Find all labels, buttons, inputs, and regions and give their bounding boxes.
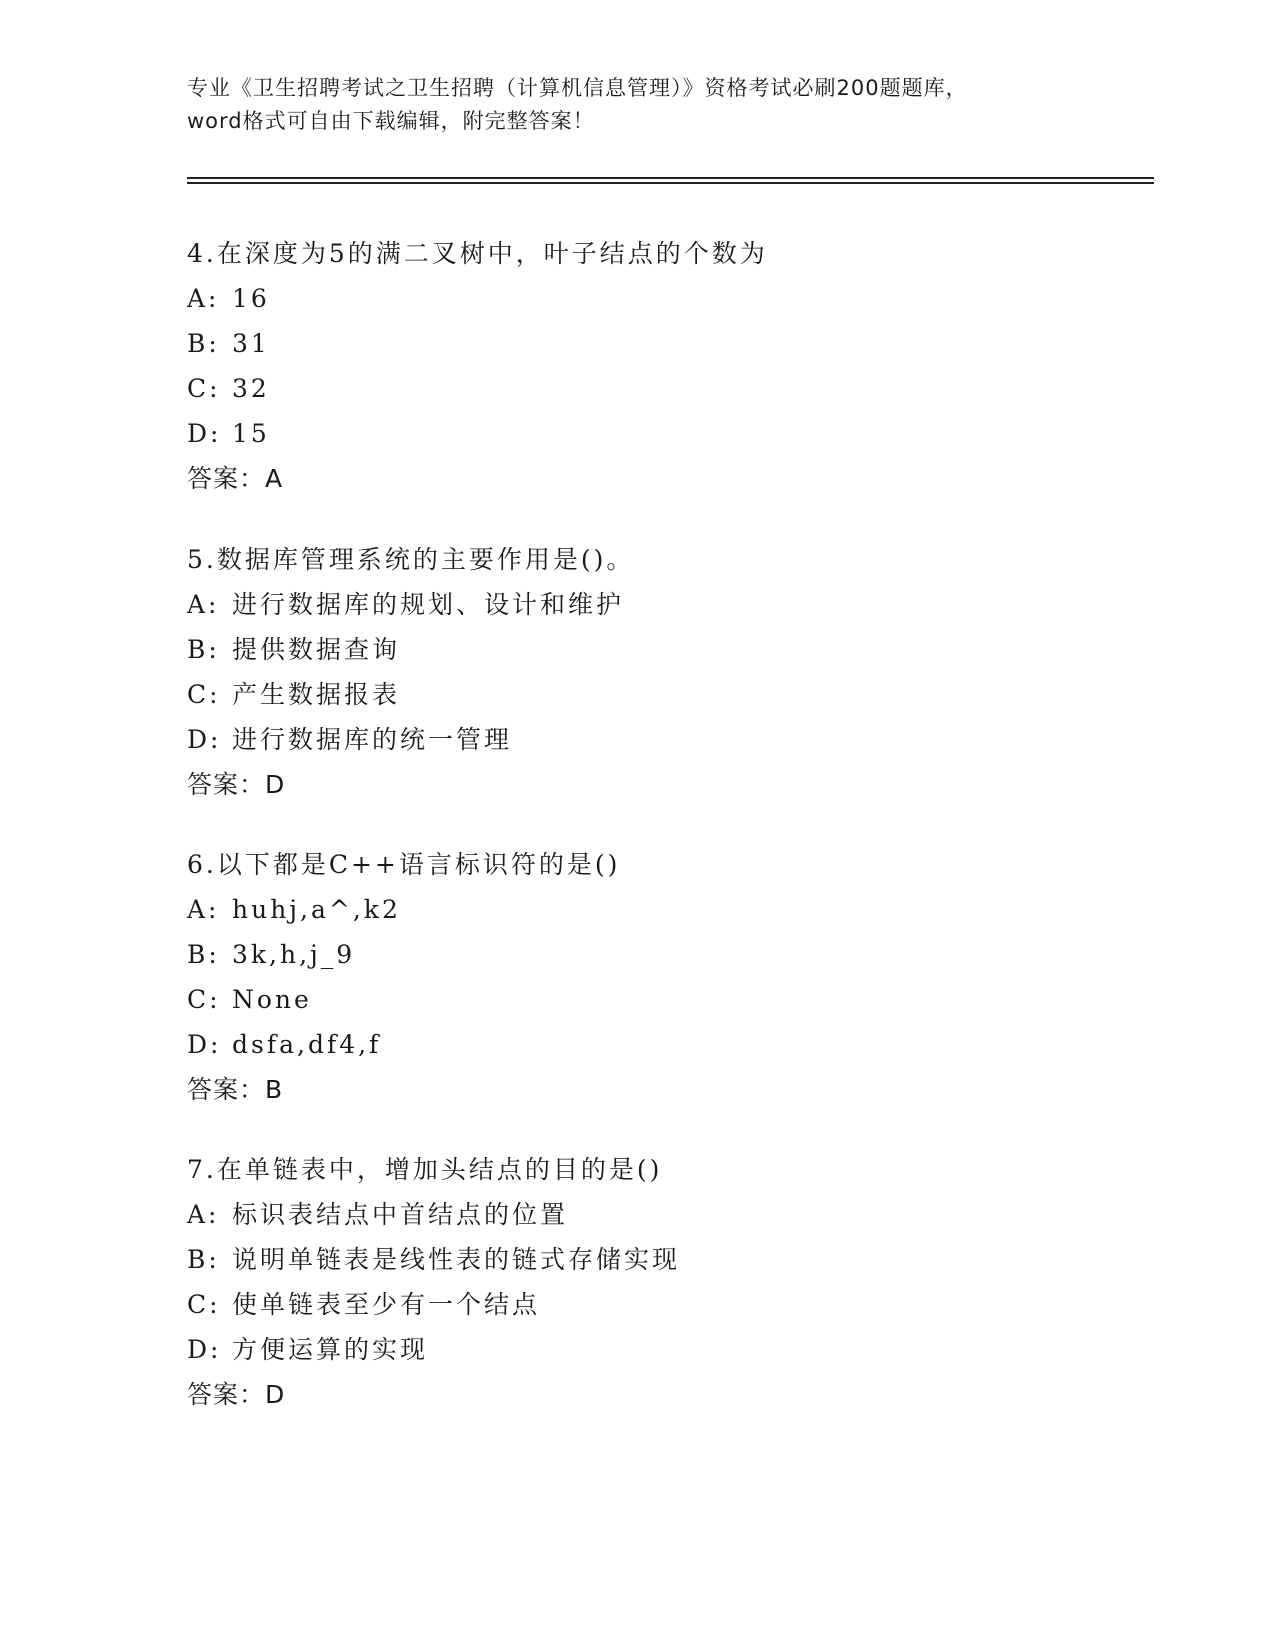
- option-text: 使单链表至少有一个结点: [232, 1290, 541, 1319]
- option-text: 说明单链表是线性表的链式存储实现: [232, 1245, 681, 1274]
- option-text: 提供数据查询: [232, 635, 401, 664]
- option-key: A:: [187, 590, 220, 619]
- option-key: B:: [187, 1245, 220, 1274]
- option-c: [187, 1282, 1147, 1327]
- option-text: 15: [232, 419, 270, 448]
- option-key: C:: [187, 1290, 221, 1319]
- option-c: [187, 366, 1147, 411]
- question-4: [187, 231, 1147, 501]
- option-key: B:: [187, 635, 220, 664]
- option-text: 32: [232, 374, 270, 403]
- option-b: [187, 1237, 1147, 1282]
- option-text: dsfa,df4,f: [232, 1030, 382, 1059]
- option-key: C:: [187, 374, 221, 403]
- option-key: D:: [187, 419, 222, 448]
- option-d: [187, 1022, 1147, 1067]
- option-key: C:: [187, 680, 221, 709]
- option-b: [187, 321, 1147, 366]
- option-d: [187, 411, 1147, 456]
- header-divider-bottom: [187, 182, 1154, 184]
- question-5: [187, 537, 1147, 807]
- answer-label: 答案：B: [187, 1075, 284, 1104]
- document-header: [187, 72, 1107, 138]
- answer-label: 答案：A: [187, 464, 284, 493]
- option-text: huhj,a^,k2: [232, 895, 401, 924]
- option-b: [187, 932, 1147, 977]
- answer-label: 答案：D: [187, 770, 286, 799]
- option-c: [187, 977, 1147, 1022]
- question-text: 5.数据库管理系统的主要作用是()。: [187, 545, 635, 574]
- question-7: [187, 1147, 1147, 1417]
- option-text: 进行数据库的统一管理: [232, 725, 513, 754]
- option-text: 进行数据库的规划、设计和维护: [232, 590, 625, 619]
- option-text: 方便运算的实现: [232, 1335, 429, 1364]
- option-c: [187, 672, 1147, 717]
- question-6: [187, 842, 1147, 1112]
- option-text: 产生数据报表: [232, 680, 401, 709]
- option-d: [187, 717, 1147, 762]
- option-text: 3k,h,j_9: [232, 940, 356, 969]
- option-text: None: [232, 985, 312, 1014]
- option-text: 标识表结点中首结点的位置: [232, 1200, 569, 1229]
- option-b: [187, 627, 1147, 672]
- option-key: D:: [187, 1030, 222, 1059]
- option-text: 16: [232, 284, 270, 313]
- option-key: A:: [187, 895, 220, 924]
- question-text: 7.在单链表中，增加头结点的目的是(): [187, 1155, 663, 1184]
- option-key: D:: [187, 725, 222, 754]
- option-a: [187, 276, 1147, 321]
- header-line-2: word格式可自由下载编辑，附完整答案！: [187, 109, 595, 133]
- header-line-1: 专业《卫生招聘考试之卫生招聘（计算机信息管理）》资格考试必刷200题题库，: [187, 76, 968, 100]
- option-key: B:: [187, 329, 220, 358]
- option-key: A:: [187, 1200, 220, 1229]
- option-key: A:: [187, 284, 220, 313]
- option-key: D:: [187, 1335, 222, 1364]
- question-text: 4.在深度为5的满二叉树中，叶子结点的个数为: [187, 239, 768, 268]
- option-key: B:: [187, 940, 220, 969]
- question-text: 6.以下都是C++语言标识符的是(): [187, 850, 621, 879]
- header-divider-top: [187, 177, 1154, 179]
- option-a: [187, 887, 1147, 932]
- option-a: [187, 1192, 1147, 1237]
- option-text: 31: [232, 329, 270, 358]
- answer-label: 答案：D: [187, 1380, 286, 1409]
- option-a: [187, 582, 1147, 627]
- option-d: [187, 1327, 1147, 1372]
- option-key: C:: [187, 985, 221, 1014]
